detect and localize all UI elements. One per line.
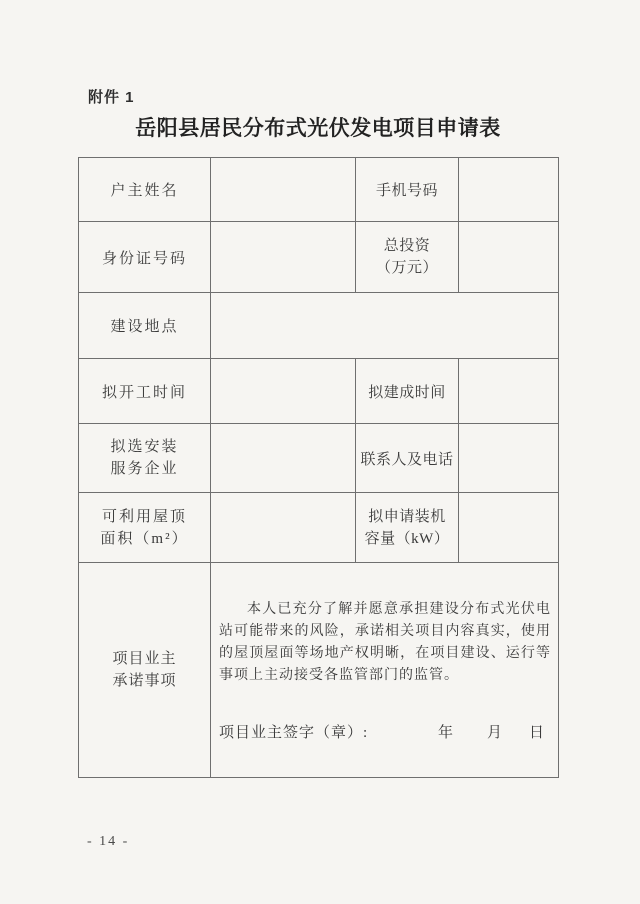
location-value-cell [211, 293, 559, 359]
row-installer-contact [79, 424, 559, 493]
roof-area-label [79, 493, 211, 563]
signature-line [219, 721, 551, 742]
capacity-label-line2: 容量（kW） [364, 530, 450, 547]
owner-name-label: 户主姓名 [79, 158, 211, 222]
row-dates [79, 359, 559, 424]
start-date-value-cell [211, 359, 356, 424]
year-label: 年 [437, 725, 454, 741]
capacity-value-cell [459, 493, 559, 563]
installer-label [79, 424, 211, 493]
row-commitment [79, 563, 559, 778]
roof-area-value-cell [211, 493, 356, 563]
phone-label: 手机号码 [356, 158, 459, 222]
investment-label [356, 222, 459, 293]
id-number-value-cell [211, 222, 356, 293]
attachment-label: 附件 1 [88, 89, 135, 106]
roof-area-label-line2: 面积（m²） [100, 530, 189, 547]
row-location [79, 293, 559, 359]
application-form-table [78, 157, 559, 778]
commitment-label-line1: 项目业主 [112, 651, 177, 667]
page-title: 岳阳县居民分布式光伏发电项目申请表 [135, 117, 501, 140]
id-number-label: 身份证号码 [79, 222, 211, 293]
capacity-label [356, 493, 459, 563]
installer-label-line2: 服务企业 [110, 461, 179, 477]
day-label: 日 [528, 725, 545, 741]
commitment-statement: 本人已充分了解并愿意承担建设分布式光伏电站可能带来的风险，承诺相关项目内容真实，使用的屋顶屋面等场地产权明晰，在项目建设、运行等事项上主动接受各监管部门的监管。 [219, 602, 551, 683]
roof-area-label-line1: 可利用屋顶 [101, 508, 187, 525]
page-number: - 14 - [87, 834, 130, 849]
signature-label: 项目业主签字（章）: [219, 725, 369, 741]
row-roof-capacity [79, 493, 559, 563]
installer-label-line1: 拟选安装 [110, 439, 179, 455]
contact-label: 联系人及电话 [356, 424, 459, 493]
commitment-label-line2: 承诺事项 [112, 673, 177, 689]
capacity-label-line1: 拟申请装机 [368, 508, 446, 525]
investment-label-line1: 总投资 [383, 238, 431, 254]
completion-date-label: 拟建成时间 [356, 359, 459, 424]
phone-value-cell [459, 158, 559, 222]
row-id-investment [79, 222, 559, 293]
commitment-label [79, 563, 211, 778]
row-owner-phone [79, 158, 559, 222]
contact-value-cell [459, 424, 559, 493]
owner-name-value-cell [211, 158, 356, 222]
month-label: 月 [486, 725, 503, 741]
start-date-label: 拟开工时间 [79, 359, 211, 424]
investment-label-line2: （万元） [375, 260, 438, 276]
investment-value-cell [459, 222, 559, 293]
completion-date-value-cell [459, 359, 559, 424]
commitment-body-cell [211, 563, 559, 778]
installer-value-cell [211, 424, 356, 493]
location-label: 建设地点 [79, 293, 211, 359]
